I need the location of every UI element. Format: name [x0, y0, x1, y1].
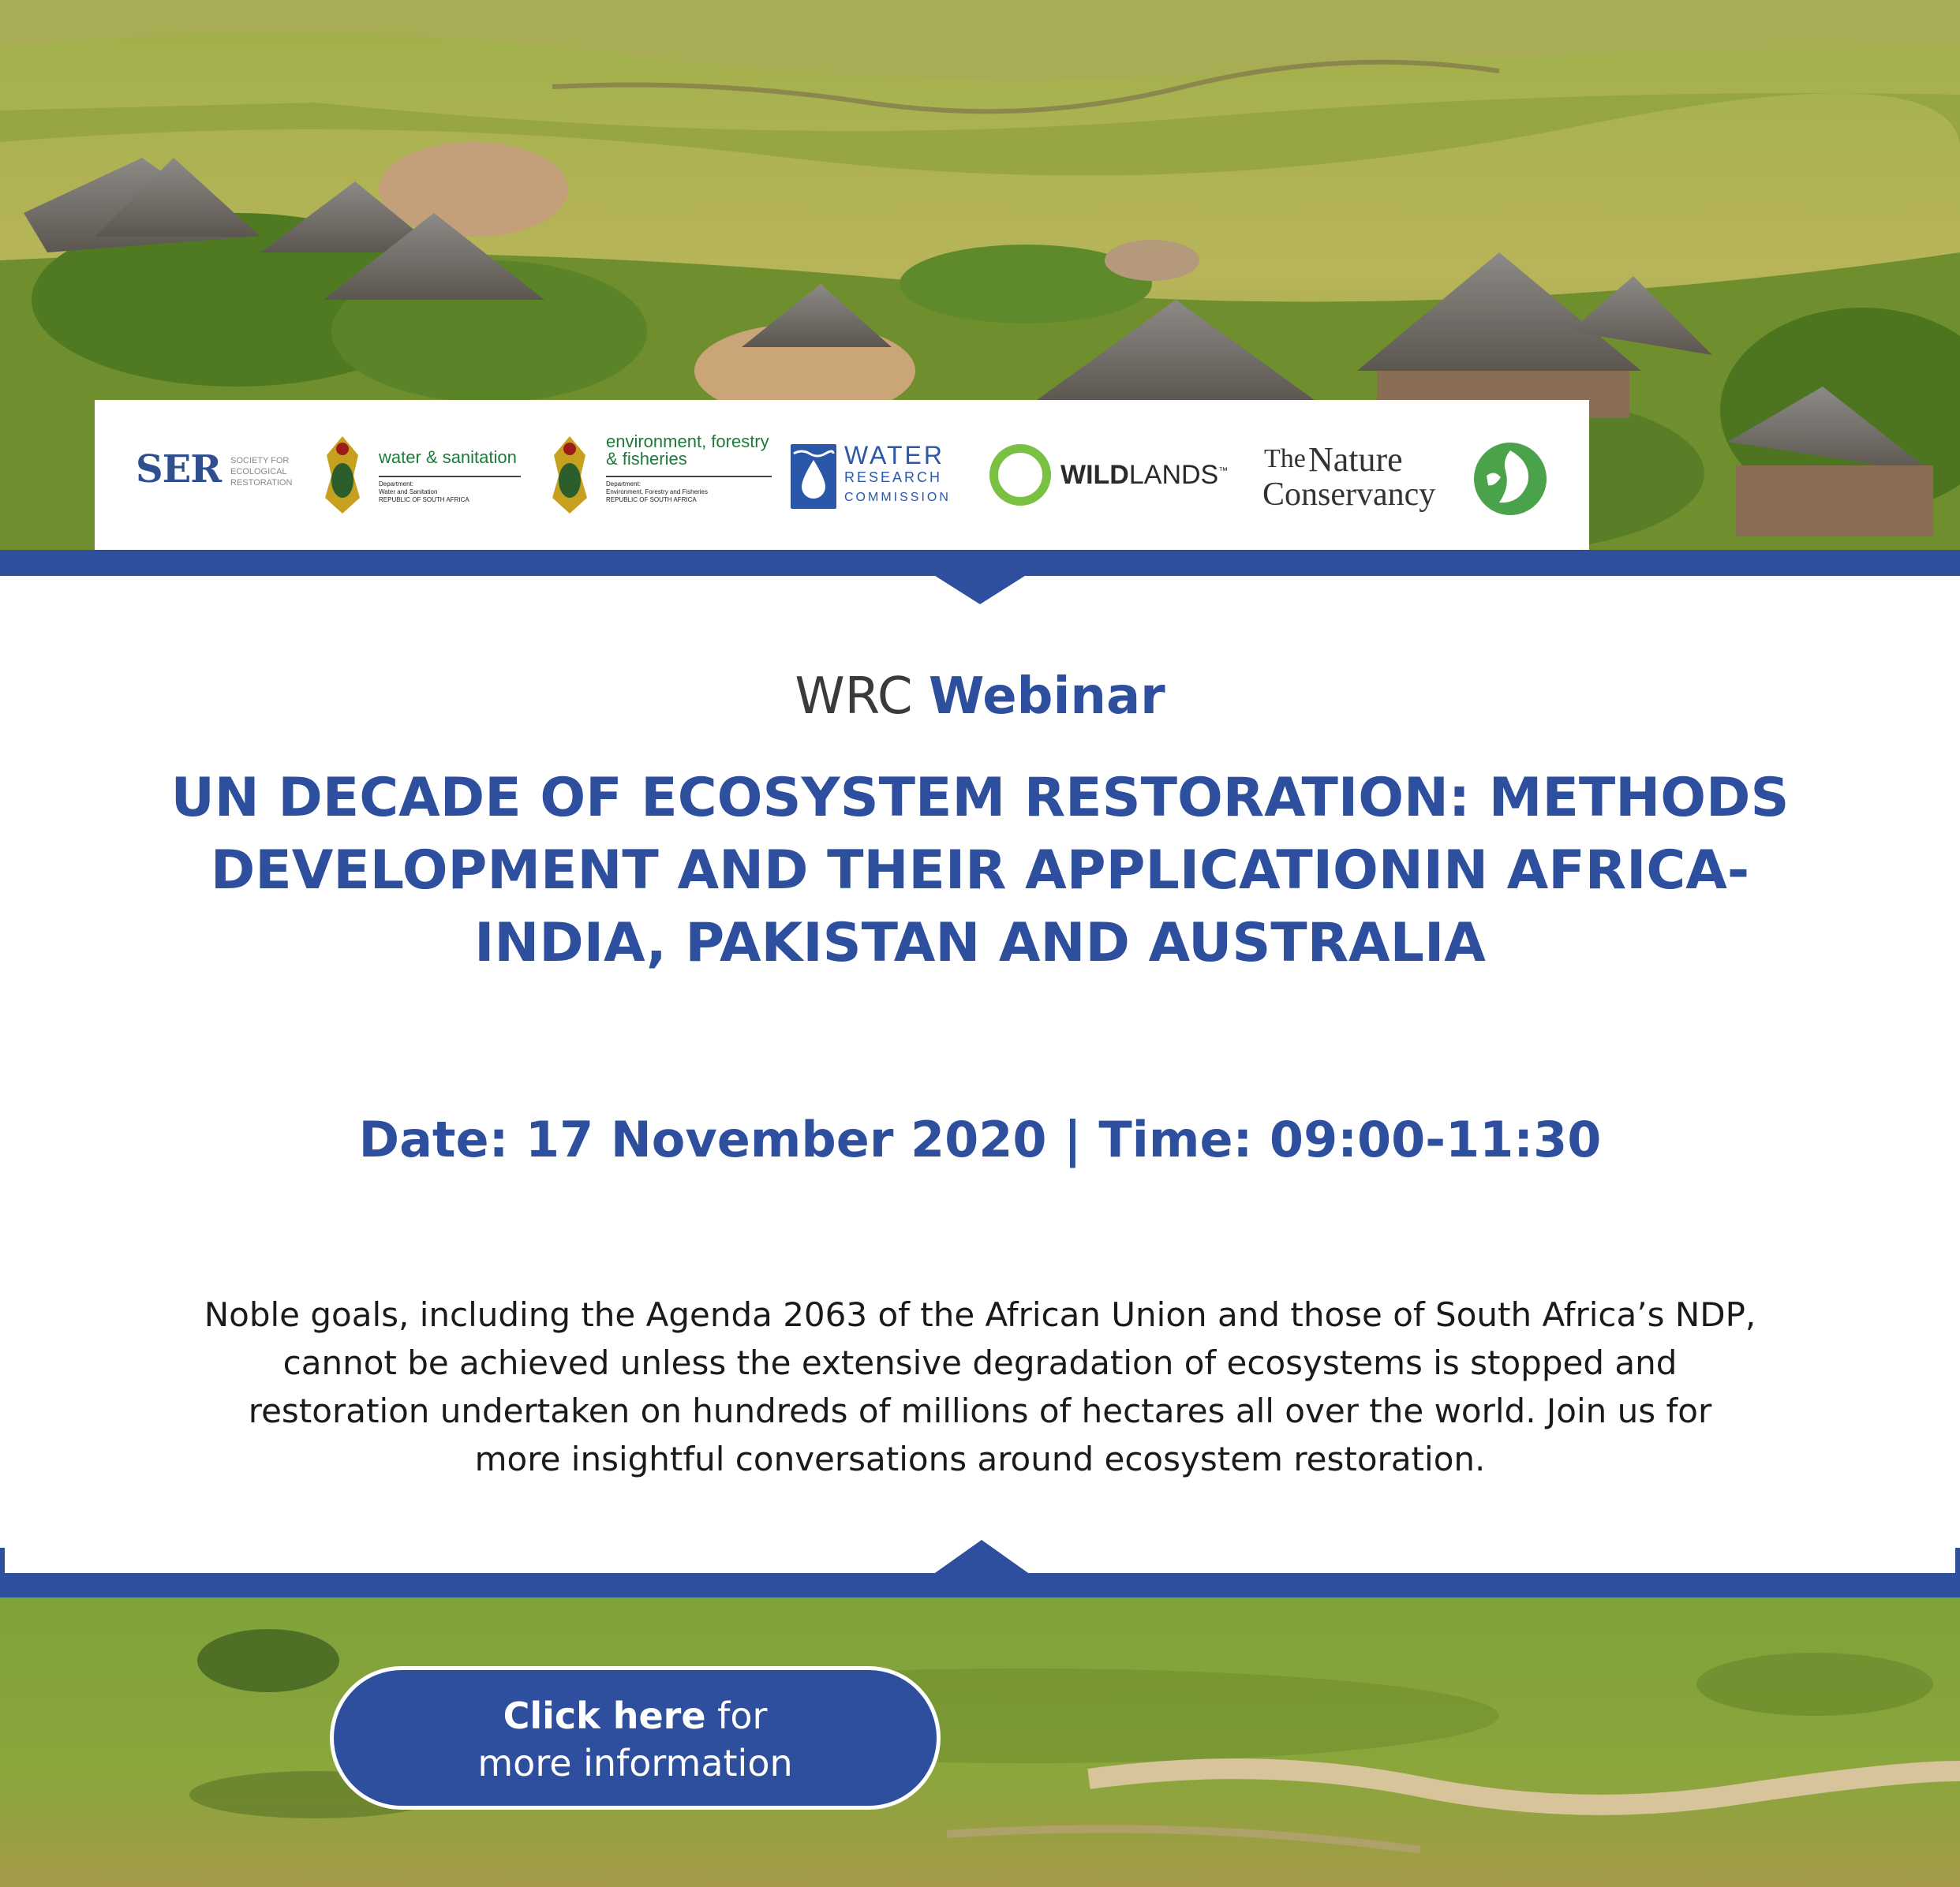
dws-divider: [379, 476, 521, 477]
more-info-button[interactable]: Click here for more information: [330, 1666, 941, 1810]
dws-name: water & sanitation: [379, 447, 517, 467]
footer-grassland-image: [0, 1597, 1960, 1887]
coat-of-arms-icon: [540, 432, 600, 518]
dws-department: Department: Water and Sanitation REPUBLIC OF SOUTH AFRICA: [379, 480, 469, 503]
right-bar-accent: [1955, 1548, 1960, 1575]
tnc-leaf-globe-icon: [1471, 439, 1550, 518]
wildlands-ring-icon: [989, 444, 1051, 506]
deff-divider: [606, 476, 772, 477]
deff-department: Department: Environment, Forestry and Fisheries REPUBLIC OF SOUTH AFRICA: [606, 480, 708, 503]
top-blue-bar: [0, 550, 1960, 576]
up-pointer-icon: [933, 1540, 1030, 1575]
wrc-logo-line1: WATER: [844, 441, 944, 469]
bottom-blue-bar: [0, 1573, 1960, 1597]
tnc-nature: Nature: [1308, 440, 1403, 479]
left-bar-accent: [0, 1548, 5, 1575]
coat-of-arms-icon: [312, 432, 372, 518]
tnc-the: The: [1264, 444, 1306, 473]
partner-logos-strip: [95, 400, 1589, 551]
water-drop-icon: [791, 444, 836, 509]
down-pointer-icon: [933, 574, 1027, 604]
ser-logo: SER SOCIETY FOR ECOLOGICAL RESTORATION: [136, 447, 293, 491]
date-time: Date: 17 November 2020 | Time: 09:00-11:30: [358, 1111, 1602, 1168]
tnc-conservancy: Conservancy: [1262, 476, 1436, 513]
deff-name: environment, forestry & fisheries: [606, 432, 769, 469]
wrc-logo-line2: RESEARCH: [844, 469, 943, 485]
wildlands-logo: WILDLANDS™: [1060, 460, 1229, 490]
description-text: Noble goals, including the Agenda 2063 of the African Union and those of South Africa’s NDP, cannot be achieved unless the extensive degradation of ecosystems is stopped and restoration undertaken on hundreds of millions of hectares all over the world. Join us for more insightful conversations around ecosystem restoration.: [204, 1295, 1756, 1478]
webinar-title: UN DECADE OF ECOSYSTEM RESTORATION: METHODS DEVELOPMENT AND THEIR APPLICATIONIN AFRICA- INDIA, PAKISTAN AND AUSTRALIA: [170, 767, 1790, 974]
event-type-heading: WRC Webinar: [795, 667, 1165, 726]
wrc-logo-line3: COMMISSION: [844, 491, 951, 504]
